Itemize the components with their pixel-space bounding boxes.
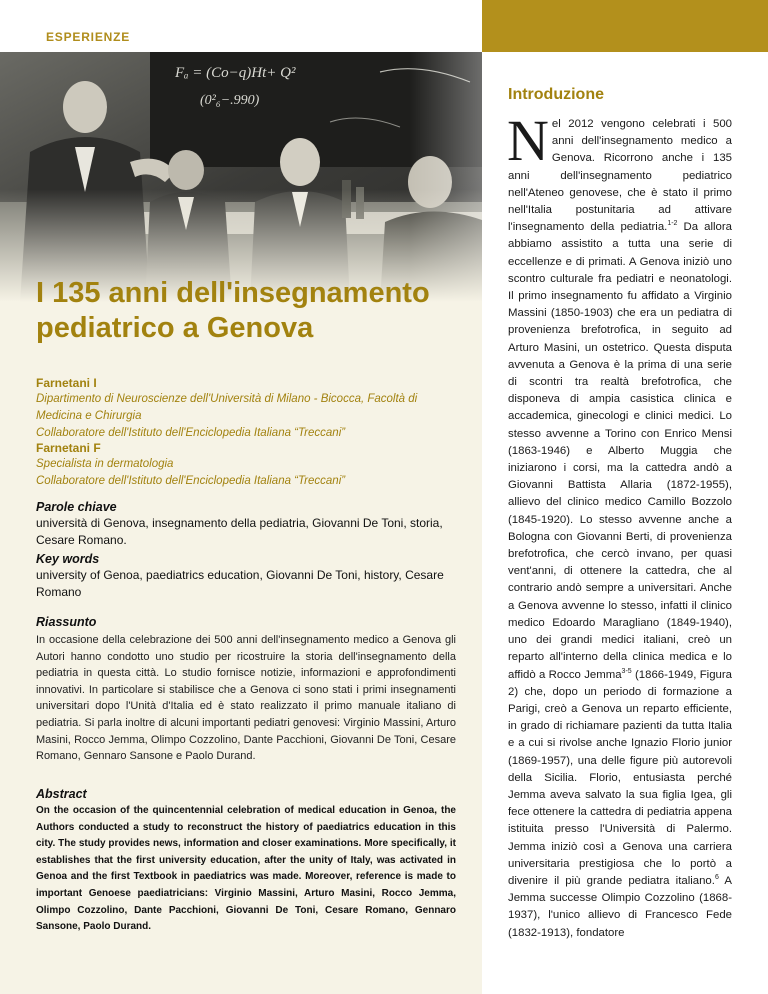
- body-text: (1866-1949, Figura 2) che, dopo un periodo di formazione a Parigi, creò a Genova un reparto efficiente, in grado di richiamare pazienti da tutta Italia e a cui si rivolse anche Ignazio Florio junior (1869-1957), una delle figure più autorevoli della Sicilia. Florio, entusiasta perché Jemma aveva salvato la sua figlia Igea, gli fece ottenere la cattedra di pediatria appena istituita presso l'Università di Palermo. Jemma iniziò così a Genova una carriera universitaria prestigiosa che lo portò a divenire il più grande pediatra italiano.: [508, 668, 732, 887]
- introduction-heading: Introduzione: [508, 86, 604, 103]
- affiliation-line: Dipartimento di Neuroscienze dell'Università di Milano - Bicocca, Facoltà di: [36, 393, 418, 405]
- riassunto-text: In occasione della celebrazione dei 500 anni dell'insegnamento medico a Genova gli Autori hanno condotto uno studio per ricostruire la storia dell'insegnamento della pediatria in questa città. Lo studio fornisce notizie, informazioni e approfondimenti innovativi. In particolare si stabilisce che a Genova ci sono stati i primi insegnamenti universitari dopo l'Unità d'Italia ed è stato realizzato il primo manuale italiano di pediatria. Si parla inoltre di alcuni importanti pediatri genovesi: Virginio Massini, Arturo Masini, Rocco Jemma, Olimpo Cozzolino, Dante Pacchioni, Giovanni De Toni, Cesare Romano, Gennaro Sansone e Paolo Durand.: [36, 634, 456, 763]
- author-1-affiliations: [36, 391, 456, 442]
- article-title: [36, 276, 466, 346]
- keywords-it-heading: Parole chiave: [36, 500, 117, 514]
- body-text: Da allora abbiamo assistito a tutta una serie di eccellenze e di primati. A Genova iniziò uno scontro culturale fra pediatri e neonatologi. Il primo insegnamento fu affidato a Virginio Massini (1850-1903) che era un pediatra di provenienza brefotrofica, in seguito ad Arturo Masini, un ostetrico. Questa disputa avvenuta a Genova è la prima di una serie di scontri tra realtà brefotrofica, che disponeva di ampia casistica clinica e accademica, ginecologi e clinici medici. Lo stesso avvenne a Torino con Enrico Mensi (1863-1946) e Alberto Muggia che iniziarono i corsi, ma la cattedra andò a Giovanni Battista Allaria (1872-1955), allievo del clinico medico Camillo Bozzolo (1845-1920). Lo stesso avvenne anche a Bologna con Giovanni Berti, di provenienza brefotrofica, che cercò invano, per quasi vent'anni, di ottenere la cattedra, che al contrario andò sempre a universitari. Anche a Genova avvenne lo stesso, infatti il clinico medico Edoardo Maragliano (1849-1940), uno dei grandi medici italiani, creò un reparto all'interno della clinica medica e lo affidò a Rocco Jemma: [508, 221, 732, 681]
- article-title-line-1: I 135 anni dell'insegnamento: [36, 277, 430, 309]
- header-accent-bar: [482, 0, 768, 52]
- keywords-it-text: università di Genova, insegnamento della pediatria, Giovanni De Toni, storia, Cesare Romano.: [36, 516, 443, 547]
- drop-cap: N: [507, 108, 549, 173]
- affiliation-line: Collaboratore dell'Istituto dell'Enciclopedia Italiana “Treccani”: [36, 427, 346, 439]
- photo-illustration: [0, 52, 482, 302]
- section-label: ESPERIENZE: [46, 30, 131, 44]
- affiliation-line: Collaboratore dell'Istituto dell'Enciclopedia Italiana “Treccani”: [36, 475, 346, 487]
- abstract-text: On the occasion of the quincentennial celebration of medical education in Genoa, the Authors conducted a study to reconstruct the history of paediatrics education in this city. The study provides news, information and closer examinations. More specifically, it establishes that the first university education, after the unity of Italy, was activated in Genoa and the first Textbook in paediatrics was made. Moreover, reference is made to important Genoese paediatricians: Virginio Massini, Arturo Masini, Rocco Jemma, Olimpo Cozzolino, Dante Pacchioni, Giovanni De Toni, Cesare Romano, Gennaro Sansone, Paolo Durand.: [36, 805, 456, 933]
- citation-ref: 3-5: [621, 667, 632, 675]
- keywords-en-heading: Key words: [36, 552, 100, 566]
- author-2-affiliations: [36, 456, 456, 490]
- author-name-2: Farnetani F: [36, 441, 101, 455]
- introduction-body: [507, 108, 732, 942]
- citation-ref: 1-2: [667, 220, 678, 228]
- affiliation-line: Specialista in dermatologia: [36, 458, 174, 470]
- author-name-1: Farnetani I: [36, 376, 97, 390]
- body-text: A Jemma successe Olimpio Cozzolino (1868-1937), l'unico allievo di Francesco Fede (1832-1913), fondatore: [508, 874, 732, 939]
- article-title-line-2: pediatrico a Genova: [36, 312, 314, 344]
- citation-ref: 6: [714, 874, 719, 882]
- historical-photo: [0, 52, 482, 302]
- abstract-heading: Abstract: [36, 787, 87, 801]
- body-text: el 2012 vengono celebrati i 500 anni dell'insegnamento medico a Genova. Ricorrono anche i 135 anni dell'insegnamento pediatrico nell'Ateneo genovese, che è stato il primo nell'Italia postunitaria ad attivare l'insegnamento della pediatria.: [508, 118, 732, 234]
- affiliation-line: Medicina e Chirurgia: [36, 410, 142, 422]
- keywords-en-text: university of Genoa, paediatrics education, Giovanni De Toni, history, Cesare Romano: [36, 568, 444, 599]
- riassunto-heading: Riassunto: [36, 615, 97, 629]
